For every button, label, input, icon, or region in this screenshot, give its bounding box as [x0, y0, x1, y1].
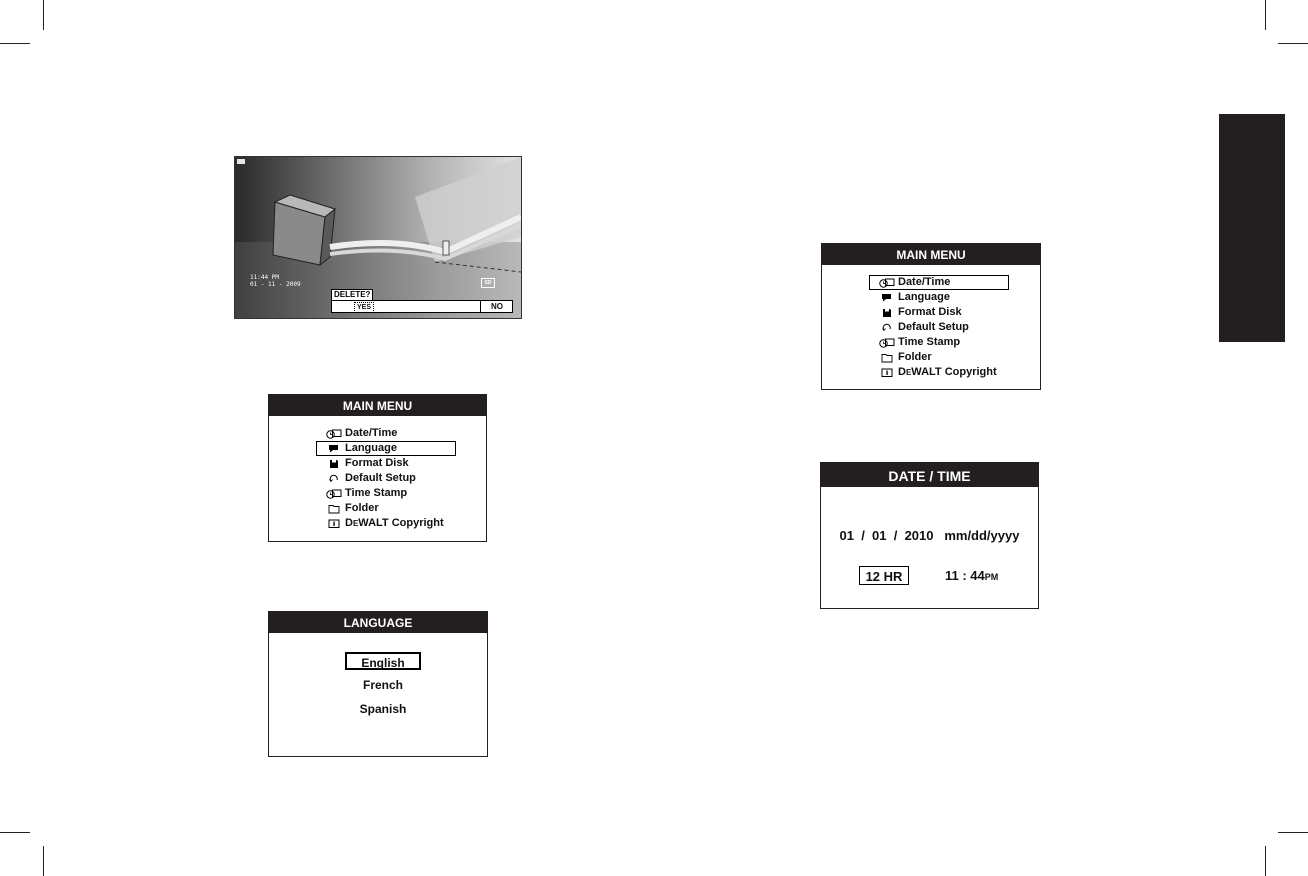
reset-icon [879, 322, 895, 333]
main-menu-list [316, 426, 456, 531]
menu-item-label: Language [898, 291, 950, 303]
time-value[interactable] [945, 566, 998, 587]
crop-mark [1278, 43, 1308, 44]
osd-date: 01 - 11 - 2009 [250, 281, 301, 288]
menu-item[interactable] [316, 516, 456, 531]
disk-icon [879, 307, 895, 318]
label-suffix: WALT Copyright [911, 366, 997, 378]
main-menu-title: MAIN MENU [269, 395, 486, 416]
menu-item[interactable] [316, 441, 456, 456]
disk-icon [326, 458, 342, 469]
language-option-label: French [362, 678, 403, 692]
clock-icon [326, 488, 342, 499]
crop-mark [0, 43, 30, 44]
menu-item-label: Time Stamp [898, 336, 961, 348]
delete-confirm-bar [331, 300, 513, 313]
delete-prompt: DELETE? [331, 289, 373, 301]
menu-item[interactable] [869, 350, 1009, 365]
crop-mark [1265, 846, 1266, 876]
menu-item[interactable] [316, 486, 456, 501]
reset-icon [326, 473, 342, 484]
menu-item-label: Format Disk [345, 457, 409, 469]
label-prefix: D [898, 366, 906, 378]
label-smallcaps: E [352, 519, 359, 528]
label-prefix: D [345, 517, 353, 529]
main-menu-list [869, 275, 1009, 380]
crop-mark [43, 846, 44, 876]
menu-item-label: Format Disk [898, 306, 962, 318]
menu-item-label [898, 365, 997, 380]
language-option[interactable] [269, 700, 487, 724]
menu-item-label: Date/Time [345, 427, 398, 439]
menu-item-label: Folder [898, 351, 932, 363]
language-menu-panel [268, 611, 488, 757]
clock-icon [326, 428, 342, 439]
label-smallcaps: E [905, 368, 912, 377]
menu-item-label: Language [345, 442, 397, 454]
menu-item-label: Default Setup [345, 472, 416, 484]
section-tab-strip [1219, 114, 1285, 342]
delete-yes-button[interactable]: YES [354, 302, 374, 313]
speech-bubble-icon [326, 443, 342, 454]
time-digits: 11 : 44 [945, 568, 985, 583]
menu-item[interactable] [316, 471, 456, 486]
main-menu-panel-language-selected [268, 394, 487, 542]
menu-item[interactable] [869, 305, 1009, 320]
menu-item-label: Default Setup [898, 321, 969, 333]
menu-item[interactable] [869, 365, 1009, 380]
clock-icon [879, 337, 895, 348]
date-time-title: DATE / TIME [821, 463, 1038, 487]
language-option-label: English [345, 652, 421, 670]
menu-item[interactable] [869, 275, 1009, 290]
menu-item[interactable] [316, 426, 456, 441]
speech-bubble-icon [879, 292, 895, 303]
date-time-panel [820, 462, 1039, 609]
crop-mark [43, 0, 44, 30]
menu-item[interactable] [869, 290, 1009, 305]
folder-icon [879, 352, 895, 363]
menu-item-label: Folder [345, 502, 379, 514]
menu-item[interactable] [869, 335, 1009, 350]
osd-time: 11:44 PM [250, 274, 279, 281]
menu-item-label: Date/Time [898, 276, 951, 288]
time-ampm: PM [984, 572, 999, 582]
language-menu-title: LANGUAGE [269, 612, 487, 633]
sd-card-badge: SD [481, 278, 495, 288]
language-option[interactable] [269, 652, 487, 676]
folder-icon [326, 503, 342, 514]
pipe-scene-illustration [235, 157, 521, 318]
crop-mark [1278, 832, 1308, 833]
crop-mark [1265, 0, 1266, 30]
menu-item[interactable] [316, 456, 456, 471]
clock-icon [879, 277, 895, 288]
menu-item[interactable] [869, 320, 1009, 335]
crop-mark [0, 832, 30, 833]
main-menu-title: MAIN MENU [822, 244, 1040, 265]
delete-no-button[interactable]: NO [480, 301, 513, 312]
copyright-icon [879, 367, 895, 378]
date-value[interactable]: 01 / 01 / 2010 mm/dd/yyyy [839, 528, 1020, 543]
menu-item-label [345, 516, 444, 531]
hour-mode-selector[interactable]: 12 HR [859, 566, 909, 585]
label-suffix: WALT Copyright [358, 517, 444, 529]
menu-item[interactable] [316, 501, 456, 516]
copyright-icon [326, 518, 342, 529]
camera-photo [234, 156, 522, 319]
language-option-label: Spanish [359, 702, 407, 716]
language-options-list [269, 652, 487, 724]
main-menu-panel-datetime-selected [821, 243, 1041, 390]
language-option[interactable] [269, 676, 487, 700]
menu-item-label: Time Stamp [345, 487, 408, 499]
